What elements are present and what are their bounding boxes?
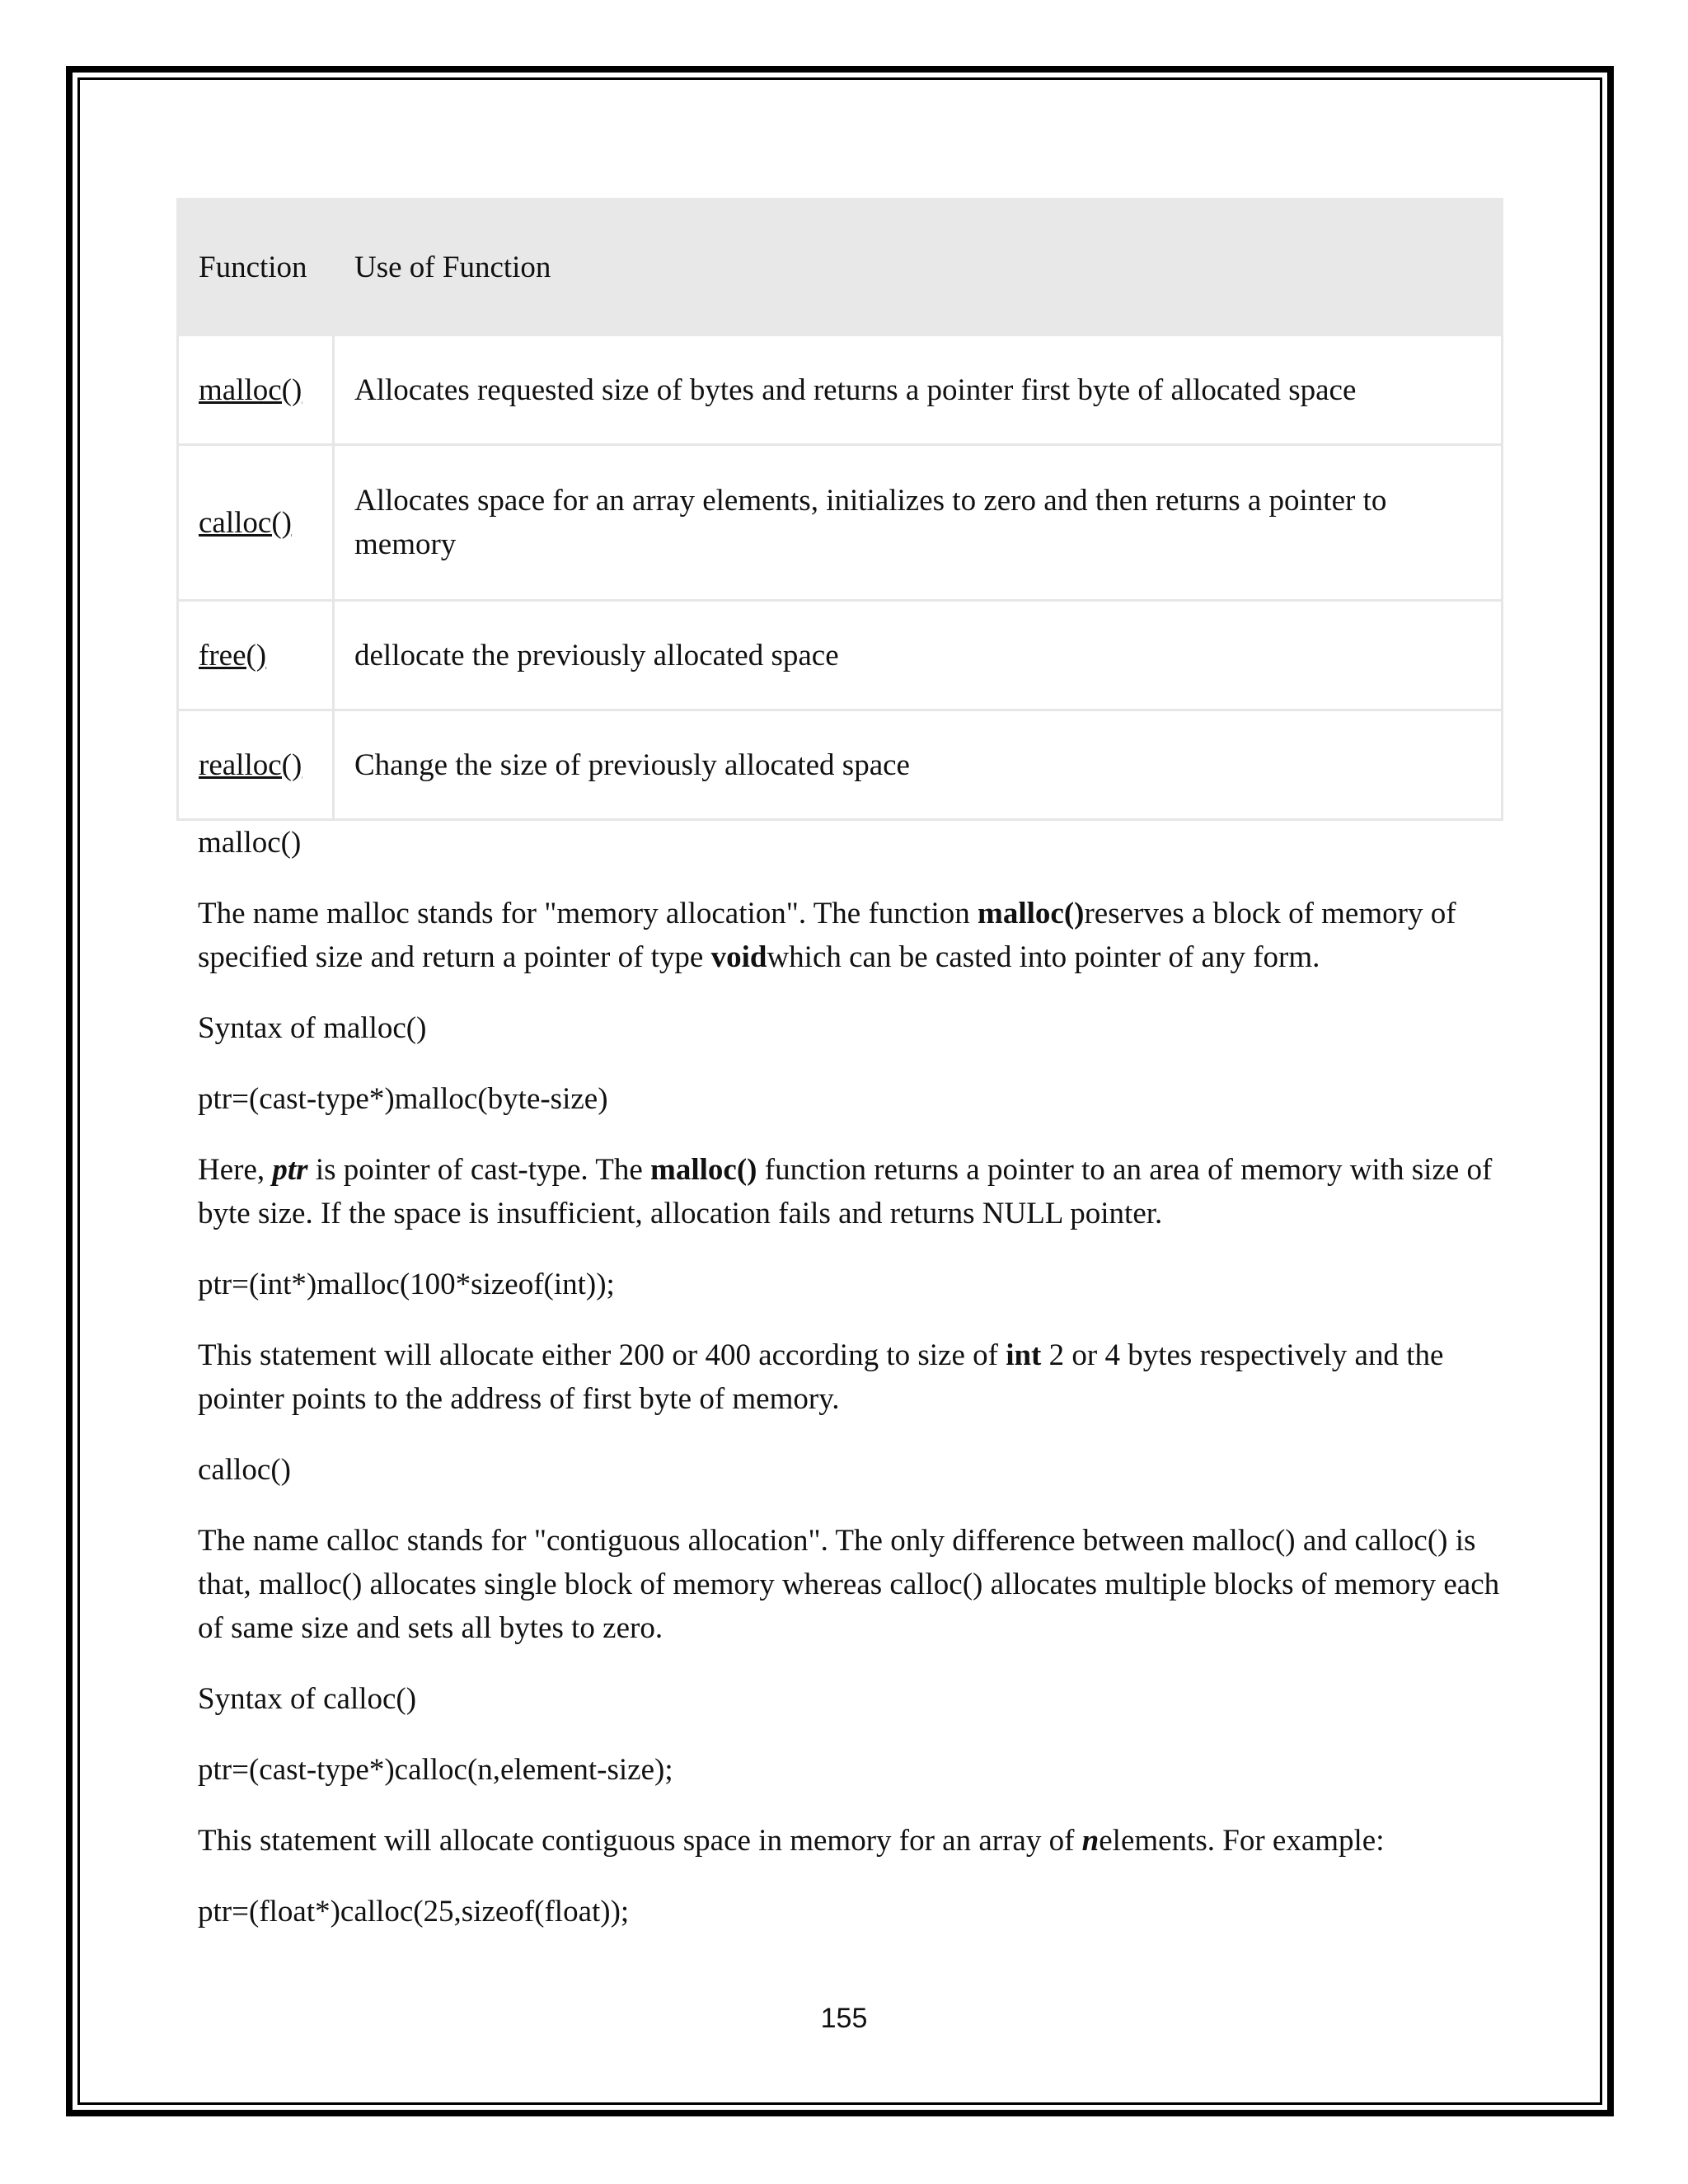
text-span: This statement will allocate contiguous space in memory for an array of [198, 1824, 1082, 1858]
text-span: Here, [198, 1153, 273, 1187]
malloc-example-explanation [198, 1333, 1500, 1421]
calloc-syntax: ptr=(cast-type*)calloc(n,element-size); [198, 1753, 673, 1787]
table-row [178, 335, 1503, 445]
text-span: function returns a pointer to an area of memory with size of byte size. If the space is insufficient, allocation fails and returns NULL pointer. [198, 1153, 1493, 1230]
text-span: 2 or 4 bytes respectively and the pointer points to the address of first byte of memory. [198, 1338, 1444, 1416]
function-use: Allocates requested size of bytes and returns a pointer first byte of allocated space [334, 335, 1503, 445]
table-row [178, 710, 1503, 820]
malloc-syntax: ptr=(cast-type*)malloc(byte-size) [198, 1082, 608, 1116]
malloc-heading: malloc() [198, 826, 302, 860]
body-text [198, 821, 1500, 1961]
text-span: which can be casted into pointer of any form. [767, 940, 1320, 974]
function-use: dellocate the previously allocated space [334, 601, 1503, 710]
table-row [178, 601, 1503, 710]
function-link-free[interactable]: free() [178, 601, 334, 710]
calloc-heading: calloc() [198, 1453, 291, 1487]
function-use: Change the size of previously allocated space [334, 710, 1503, 820]
function-table [176, 198, 1503, 821]
text-span: is pointer of cast-type. The [307, 1153, 651, 1187]
text-span: reserves a block of memory of specified size and return a pointer of type [198, 897, 1456, 974]
calloc-syntax-heading: Syntax of calloc() [198, 1682, 417, 1716]
text-span: elements. For example: [1099, 1824, 1385, 1858]
function-use: Allocates space for an array elements, initializes to zero and then returns a pointer to memory [334, 445, 1503, 601]
calloc-example: ptr=(float*)calloc(25,sizeof(float)); [198, 1895, 630, 1929]
bold-term: void [710, 940, 767, 974]
malloc-explanation [198, 1148, 1500, 1235]
calloc-explanation [198, 1819, 1500, 1863]
malloc-syntax-heading: Syntax of malloc() [198, 1011, 427, 1045]
bold-italic-term: n [1081, 1824, 1100, 1858]
table-row [178, 445, 1503, 601]
malloc-description [198, 892, 1500, 979]
malloc-example: ptr=(int*)malloc(100*sizeof(int)); [198, 1268, 615, 1301]
table-header-row [178, 199, 1503, 335]
page-number: 155 [820, 2003, 868, 2034]
bold-term: int [1006, 1338, 1042, 1372]
function-link-malloc[interactable]: malloc() [178, 335, 334, 445]
text-span: The name malloc stands for "memory allocation". The function [198, 897, 978, 930]
header-use-of-function: Use of Function [334, 199, 1503, 335]
bold-term: malloc() [650, 1153, 757, 1187]
text-span: This statement will allocate either 200 or 400 according to size of [198, 1338, 1006, 1372]
bold-italic-term: ptr [272, 1153, 308, 1187]
bold-term: malloc() [978, 897, 1085, 930]
function-link-realloc[interactable]: realloc() [178, 710, 334, 820]
calloc-description: The name calloc stands for "contiguous allocation". The only difference between malloc() and calloc() is that, malloc() allocates single block of memory whereas calloc() allocates multiple blocks of memory each of same size and sets all bytes to zero. [198, 1524, 1500, 1645]
header-function: Function [178, 199, 334, 335]
function-link-calloc[interactable]: calloc() [178, 445, 334, 601]
